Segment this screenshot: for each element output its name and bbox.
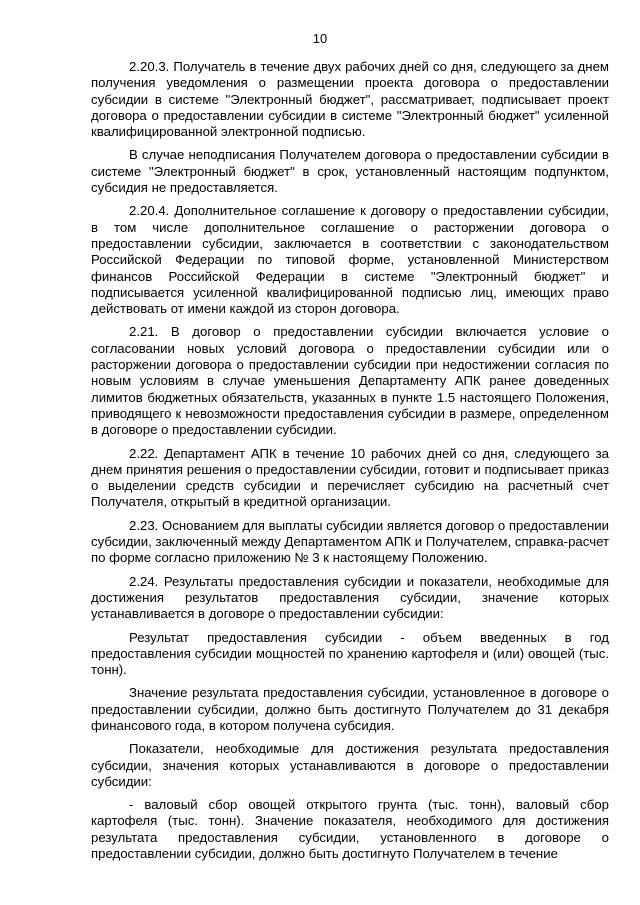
paragraph-indicators: Показатели, необходимые для достижения результата предоставления субсидии, значения которых устанавливаются в договоре о предоставлении субсидии: [91, 741, 609, 789]
page-number: 10 [312, 31, 328, 46]
paragraph-2-20-3: 2.20.3. Получатель в течение двух рабочих дней со дня, следующего за днем получения уведомления о размещении проекта договора о предоставлении субсидии в системе "Электронный бюджет", рассматривает, подписывает проект договора о предоставлении субсидии в системе "Электронный бюджет" усиленной квалифицированной электронной подписью. [91, 59, 609, 140]
paragraph-result: Результат предоставления субсидии - объем введенных в год предоставления субсидии мощностей по хранению картофеля и (или) овощей (тыс. тонн). [91, 629, 609, 678]
paragraph-result-value: Значение результата предоставления субсидии, установленное в договоре о предоставлении субсидии, должно быть достигнуто Получателем до 31 декабря финансового года, в котором получена субсидия. [91, 685, 609, 733]
paragraph-non-signing: В случае неподписания Получателем договора о предоставлении субсидии в системе "Электронный бюджет" в срок, установленный настоящим подпунктом, субсидия не предоставляется. [91, 147, 609, 196]
paragraph-2-23: 2.23. Основанием для выплаты субсидии является договор о предоставлении субсидии, заключенный между Департаментом АПК и Получателем, справка-расчет по форме согласно приложению № 3 к настоящему Положению. [91, 517, 609, 566]
paragraph-indicator-list-item: - валовый сбор овощей открытого грунта (тыс. тонн), валовый сбор картофеля (тыс. тонн). Значение показателя, необходимого для достижения результата предоставления субсидии, установленного в договоре о предоставлении субсидии, должно быть достигнуто Получателем в течение [91, 797, 609, 862]
paragraph-2-24: 2.24. Результаты предоставления субсидии и показатели, необходимые для достижения результатов предоставления субсидии, значение которых устанавливается в договоре о предоставлении субсидии: [91, 573, 609, 622]
document-body [91, 59, 609, 869]
paragraph-2-21: 2.21. В договор о предоставлении субсидии включается условие о согласовании новых условий договора о предоставлении субсидии или о расторжении договора о предоставлении субсидии при недостижении согласия по новым условиям в случае уменьшения Департаменту АПК ранее доведенных лимитов бюджетных обязательств, указанных в пункте 1.5 настоящего Положения, приводящего к невозможности предоставления субсидии в размере, определенном в договоре о предоставлении субсидии. [91, 324, 609, 438]
paragraph-2-22: 2.22. Департамент АПК в течение 10 рабочих дней со дня, следующего за днем принятия решения о предоставлении субсидии, готовит и подписывает приказ о выделении средств субсидии и перечисляет субсидию на расчетный счет Получателя, открытый в кредитной организации. [91, 445, 609, 510]
paragraph-2-20-4: 2.20.4. Дополнительное соглашение к договору о предоставлении субсидии, в том числе дополнительное соглашение о расторжении договора о предоставлении субсидии, заключается в соответствии с законодательством Российской Федерации по типовой форме, установленной Министерством финансов Российской Федерации в системе "Электронный бюджет" и подписывается усиленной квалифицированной подписью лиц, имеющих право действовать от имени каждой из сторон договора. [91, 203, 609, 317]
